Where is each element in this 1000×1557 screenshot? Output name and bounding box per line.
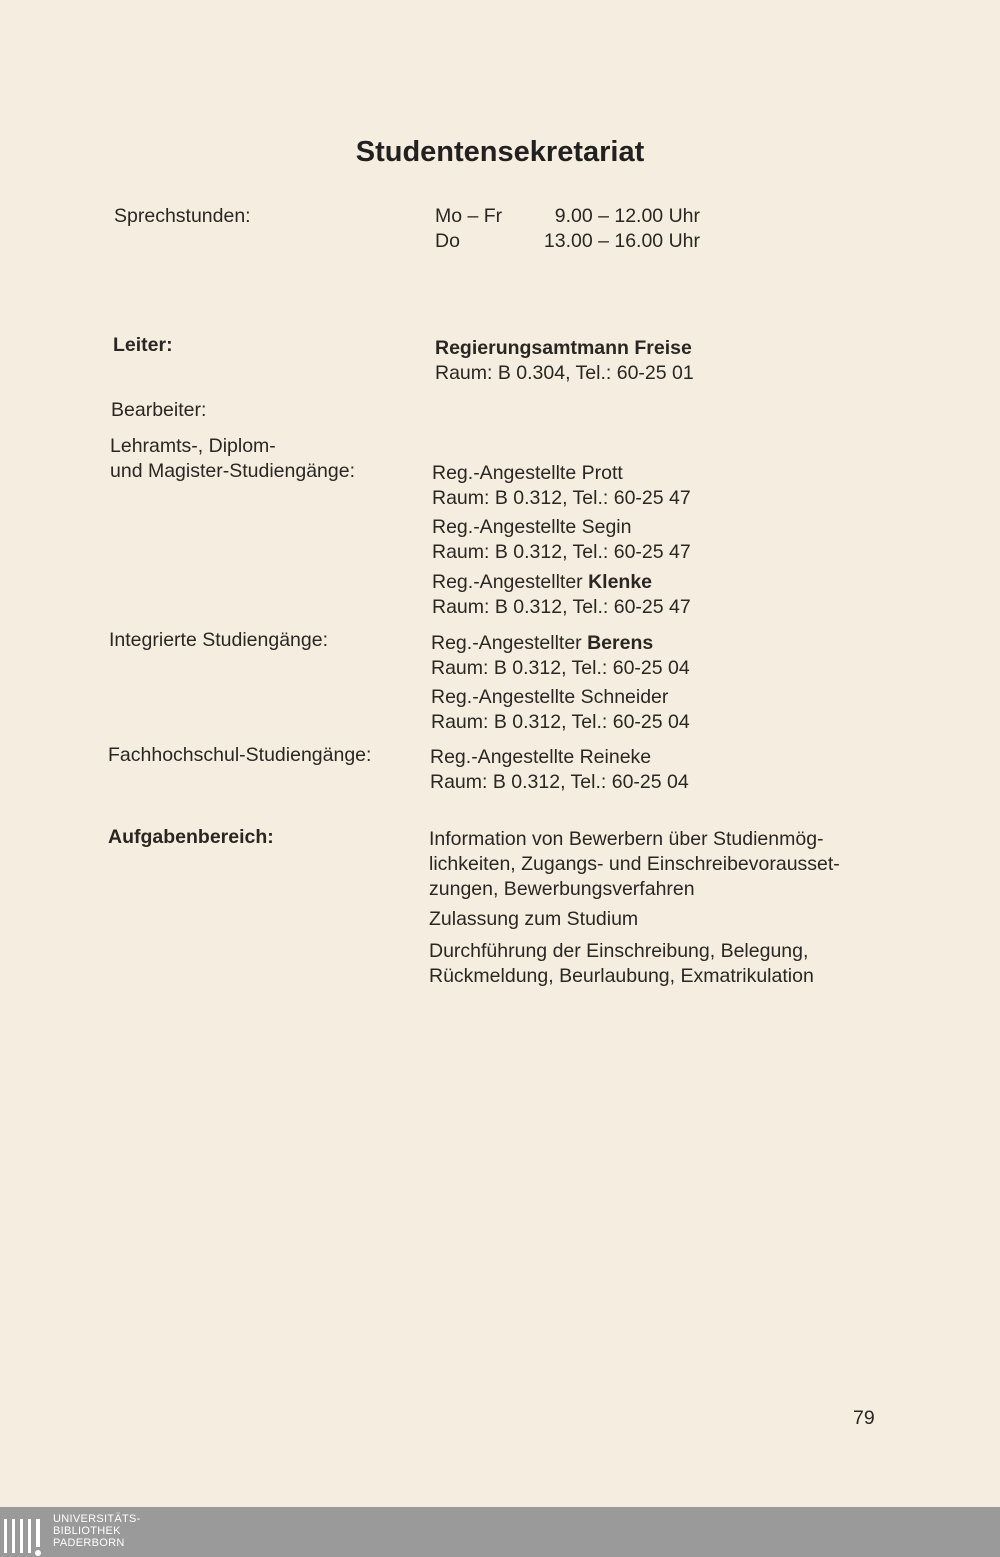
aufgaben-line: zungen, Bewerbungsverfahren <box>429 878 695 900</box>
person-title: Reg.-Angestellter <box>432 571 589 593</box>
person-title: Reg.-Angestellte <box>431 686 581 708</box>
person-line <box>430 745 651 770</box>
aufgaben-line: Information von Bewerbern über Studienmög- <box>429 828 824 850</box>
person-name: Prott <box>581 462 623 484</box>
schedule-row <box>435 204 700 229</box>
schedule-day: Do <box>435 230 460 252</box>
library-logo-text <box>53 1513 141 1549</box>
integriert-label: Integrierte Studiengänge: <box>109 629 328 651</box>
person-line <box>431 685 668 710</box>
sprechstunden-label: Sprechstunden: <box>114 205 251 227</box>
aufgaben-line: Zulassung zum Studium <box>429 908 639 930</box>
library-footer-bar <box>0 1507 1000 1557</box>
page-number: 79 <box>853 1407 875 1429</box>
person-name: Segin <box>581 516 632 538</box>
bearbeiter-label: Bearbeiter: <box>111 399 207 421</box>
person-room: Raum: B 0.312, Tel.: 60-25 47 <box>432 596 691 618</box>
aufgaben-line: lichkeiten, Zugangs- und Einschreibevorausset- <box>429 853 840 875</box>
logo-line: PADERBORN <box>53 1537 125 1549</box>
library-logo-icon <box>3 1515 47 1557</box>
logo-line: BIBLIOTHEK <box>53 1525 121 1537</box>
logo-line: UNIVERSITÄTS- <box>53 1513 141 1525</box>
person-title: Reg.-Angestellte <box>430 746 580 768</box>
lehramt-label: Lehramts-, Diplom- <box>110 435 276 457</box>
person-room: Raum: B 0.312, Tel.: 60-25 47 <box>432 487 691 509</box>
leiter-label: Leiter: <box>113 334 173 356</box>
page-title: Studentensekretariat <box>355 136 645 168</box>
person-line <box>431 631 653 656</box>
person-line <box>432 515 631 540</box>
schedule-row <box>435 229 700 254</box>
person-name: Klenke <box>588 571 653 593</box>
aufgaben-label: Aufgabenbereich: <box>108 826 274 848</box>
person-line <box>432 570 652 595</box>
schedule-time: 13.00 – 16.00 Uhr <box>543 230 700 252</box>
schedule-time: 9.00 – 12.00 Uhr <box>554 205 700 227</box>
person-room: Raum: B 0.312, Tel.: 60-25 04 <box>431 711 690 733</box>
person-name: Berens <box>587 632 654 654</box>
schedule-day: Mo – Fr <box>435 205 503 227</box>
leiter-name: Regierungsamtmann Freise <box>435 337 692 359</box>
person-room: Raum: B 0.312, Tel.: 60-25 04 <box>430 771 689 793</box>
aufgaben-line: Durchführung der Einschreibung, Belegung, <box>429 940 809 962</box>
person-name: Schneider <box>580 686 669 708</box>
person-title: Reg.-Angestellter <box>431 632 588 654</box>
person-line <box>432 461 623 486</box>
person-name: Reineke <box>579 746 652 768</box>
person-title: Reg.-Angestellte <box>432 462 582 484</box>
sprechstunden-schedule <box>435 204 700 254</box>
leiter-room: Raum: B 0.304, Tel.: 60-25 01 <box>435 362 694 384</box>
fachhochschul-label: Fachhochschul-Studiengänge: <box>108 744 372 766</box>
lehramt-label: und Magister-Studiengänge: <box>110 460 355 482</box>
aufgaben-line: Rückmeldung, Beurlaubung, Exmatrikulation <box>429 965 814 987</box>
person-room: Raum: B 0.312, Tel.: 60-25 47 <box>432 541 691 563</box>
person-room: Raum: B 0.312, Tel.: 60-25 04 <box>431 657 690 679</box>
person-title: Reg.-Angestellte <box>432 516 582 538</box>
